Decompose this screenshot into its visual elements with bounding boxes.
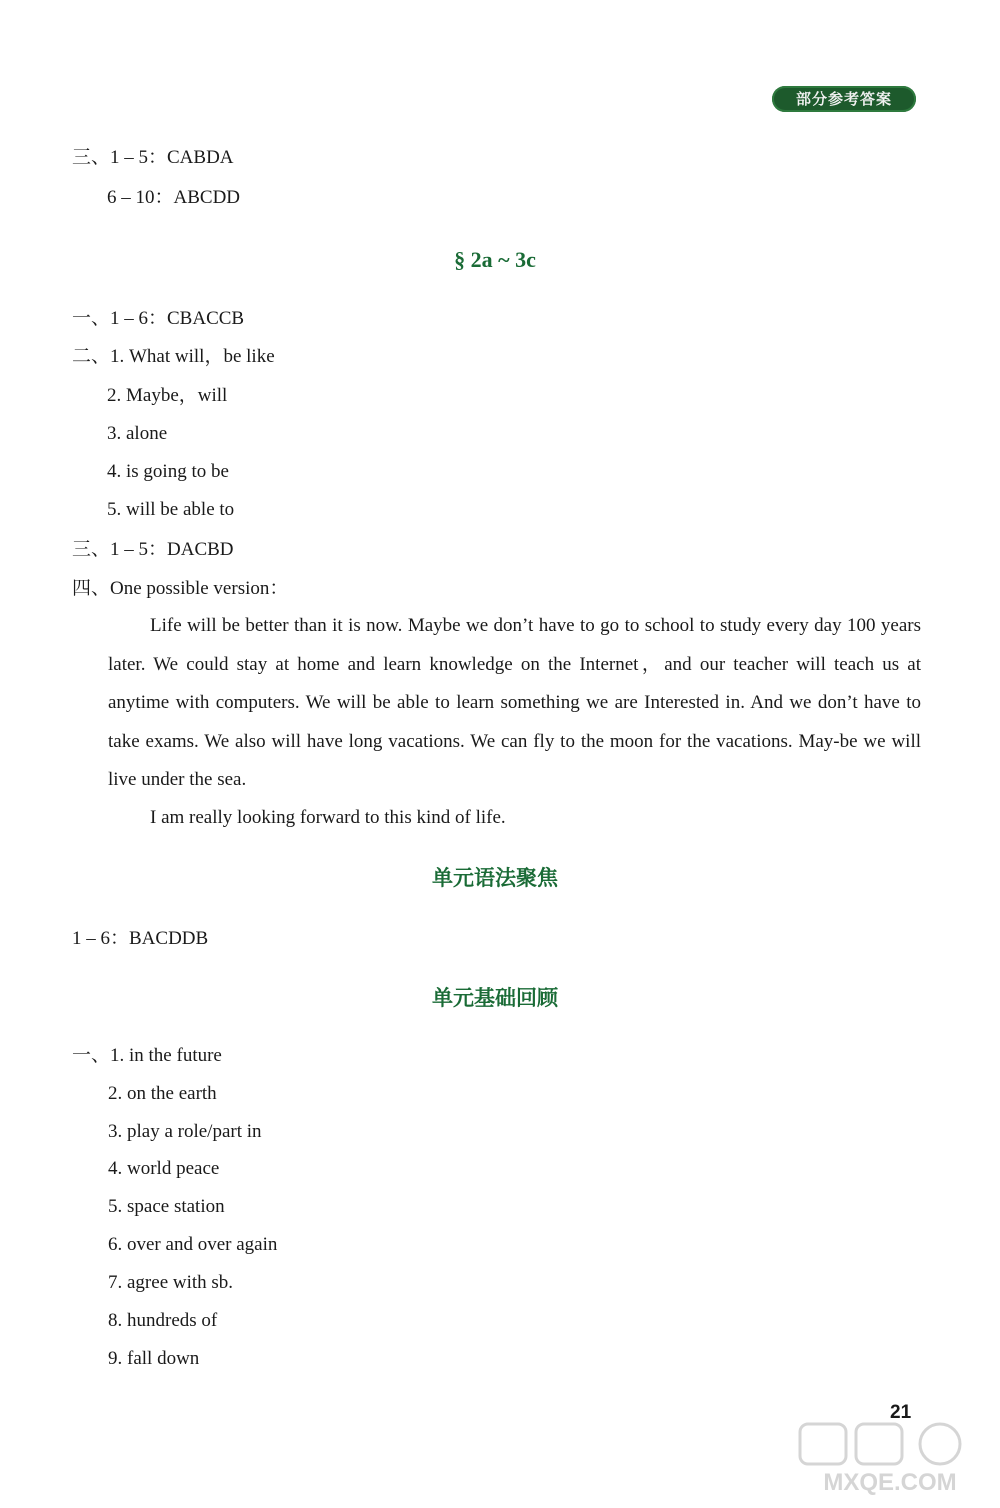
review-item: 4. world peace: [108, 1158, 220, 1179]
answer-line: 3. alone: [107, 423, 168, 444]
review-item: 2. on the earth: [108, 1083, 217, 1104]
watermark-logo: [790, 1418, 990, 1498]
answer-line: 三、1 – 5：DACBD: [72, 539, 234, 560]
answer-line: 5. will be able to: [107, 499, 235, 520]
section-heading-2a-3c: § 2a ~ 3c: [454, 247, 536, 272]
review-item: 8. hundreds of: [108, 1310, 218, 1331]
answer-line: 二、1. What will，be like: [72, 346, 275, 367]
essay-closing: [108, 799, 921, 838]
essay-text: Life will be better than it is now. Maybe we don’t have to go to school to study every day 100 years later. We could stay at home and learn knowledge on the Internet，and our teacher will teach us at anytime with computers. We will be able to learn something we are Interested in. And we don’t have to take exams. We also will have long vacations. We can fly to the moon for the vacations. May-be we will live under the sea.: [108, 615, 921, 790]
answer-line: 6 – 10：ABCDD: [107, 187, 241, 208]
answer-line: 一、1 – 6：CBACCB: [72, 308, 245, 329]
review-item: 3. play a role/part in: [108, 1121, 262, 1142]
review-item: 7. agree with sb.: [108, 1272, 234, 1293]
answer-line: 四、One possible version：: [72, 578, 289, 599]
grammar-heading: 单元语法聚焦: [432, 866, 558, 890]
section-badge: 部分参考答案: [772, 86, 916, 112]
page-number: 21: [890, 1402, 912, 1423]
review-item: 5. space station: [108, 1196, 225, 1217]
review-item: 一、1. in the future: [72, 1045, 222, 1066]
review-heading: 单元基础回顾: [432, 986, 558, 1010]
answer-line: 三、1 – 5：CABDA: [72, 147, 234, 168]
answer-line: 4. is going to be: [107, 461, 229, 482]
answer-line: 2. Maybe，will: [107, 385, 228, 406]
review-item: 9. fall down: [108, 1348, 200, 1369]
answer-line: 1 – 6：BACDDB: [72, 928, 209, 949]
essay-paragraph: [108, 607, 921, 800]
svg-text:MXQE.COM: MXQE.COM: [823, 1469, 957, 1496]
review-item: 6. over and over again: [108, 1234, 278, 1255]
essay-text: I am really looking forward to this kind of life.: [150, 807, 506, 828]
